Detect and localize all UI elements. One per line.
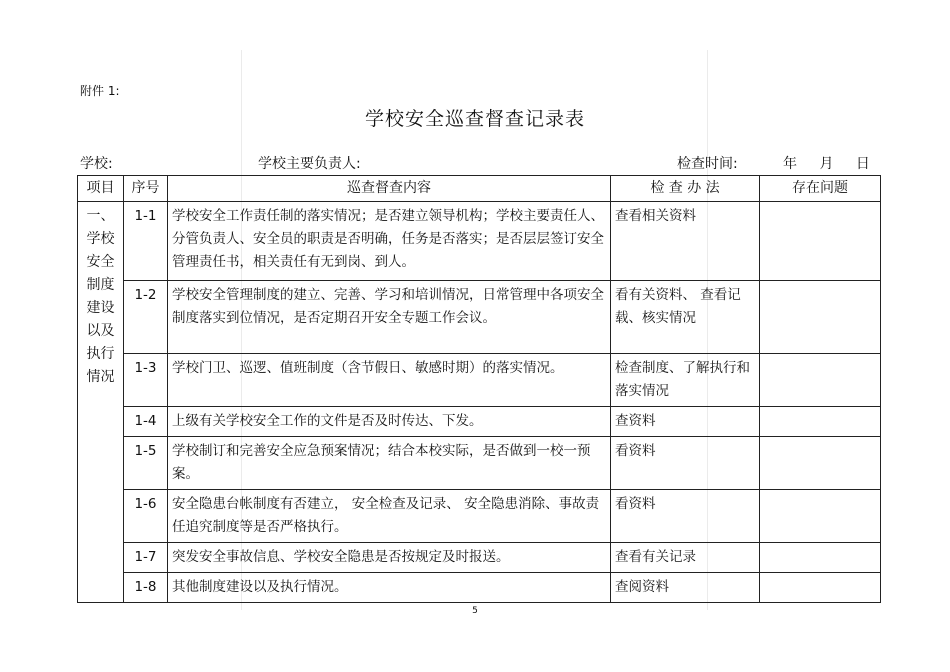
inspection-date-placeholder: 年 月 日 (783, 156, 870, 172)
row-content: 安全隐患台帐制度有否建立， 安全检查及记录、 安全隐患消除、事故责任追究制度等是否严格执行。 (168, 490, 611, 543)
table-row (78, 354, 881, 407)
row-method: 看资料 (611, 437, 760, 490)
row-issue (760, 437, 881, 490)
row-seq: 1-7 (124, 543, 168, 573)
row-seq: 1-3 (124, 354, 168, 407)
table-row (78, 573, 881, 603)
header-item: 项目 (78, 176, 124, 202)
header-seq: 序号 (124, 176, 168, 202)
header-method: 检 查 办 法 (611, 176, 760, 202)
item-category-cell: 一、 学校 安全 制度 建设 以及 执行 情况 (78, 202, 124, 603)
row-seq: 1-1 (124, 202, 168, 281)
table-row (78, 202, 881, 281)
school-field-label: 学校: (80, 156, 113, 172)
page-number: 5 (472, 606, 478, 616)
row-seq: 1-8 (124, 573, 168, 603)
row-issue (760, 573, 881, 603)
principal-field-label: 学校主要负责人: (258, 156, 361, 172)
row-content: 学校门卫、巡逻、值班制度（含节假日、敏感时期）的落实情况。 (168, 354, 611, 407)
row-method: 看有关资料、 查看记载、核实情况 (611, 281, 760, 354)
row-issue (760, 407, 881, 437)
row-method: 检查制度、了解执行和落实情况 (611, 354, 760, 407)
row-issue (760, 490, 881, 543)
row-method: 查阅资料 (611, 573, 760, 603)
row-content: 学校安全工作责任制的落实情况；是否建立领导机构；学校主要责任人、分管负责人、安全员的职责是否明确，任务是否落实；是否层层签订安全管理责任书，相关责任有无到岗、到人。 (168, 202, 611, 281)
table-row (78, 490, 881, 543)
inspection-record-table (77, 175, 881, 603)
attachment-label: 附件 1: (80, 84, 120, 98)
row-seq: 1-2 (124, 281, 168, 354)
header-issue: 存在问题 (760, 176, 881, 202)
row-issue (760, 543, 881, 573)
row-seq: 1-4 (124, 407, 168, 437)
table-header-row (78, 176, 881, 202)
header-content: 巡查督查内容 (168, 176, 611, 202)
table-row (78, 407, 881, 437)
row-seq: 1-6 (124, 490, 168, 543)
row-method: 查资料 (611, 407, 760, 437)
inspection-time-label: 检查时间: (677, 156, 738, 172)
row-method: 查看相关资料 (611, 202, 760, 281)
document-title: 学校安全巡查督查记录表 (364, 108, 585, 130)
table-row (78, 543, 881, 573)
table-row (78, 437, 881, 490)
row-content: 学校安全管理制度的建立、完善、学习和培训情况，日常管理中各项安全制度落实到位情况，是否定期召开安全专题工作会议。 (168, 281, 611, 354)
row-issue (760, 281, 881, 354)
row-content: 其他制度建设以及执行情况。 (168, 573, 611, 603)
row-method: 看资料 (611, 490, 760, 543)
row-seq: 1-5 (124, 437, 168, 490)
row-content: 上级有关学校安全工作的文件是否及时传达、下发。 (168, 407, 611, 437)
row-content: 学校制订和完善安全应急预案情况；结合本校实际，是否做到一校一预案。 (168, 437, 611, 490)
row-content: 突发安全事故信息、学校安全隐患是否按规定及时报送。 (168, 543, 611, 573)
table-row (78, 281, 881, 354)
row-issue (760, 202, 881, 281)
row-issue (760, 354, 881, 407)
row-method: 查看有关记录 (611, 543, 760, 573)
